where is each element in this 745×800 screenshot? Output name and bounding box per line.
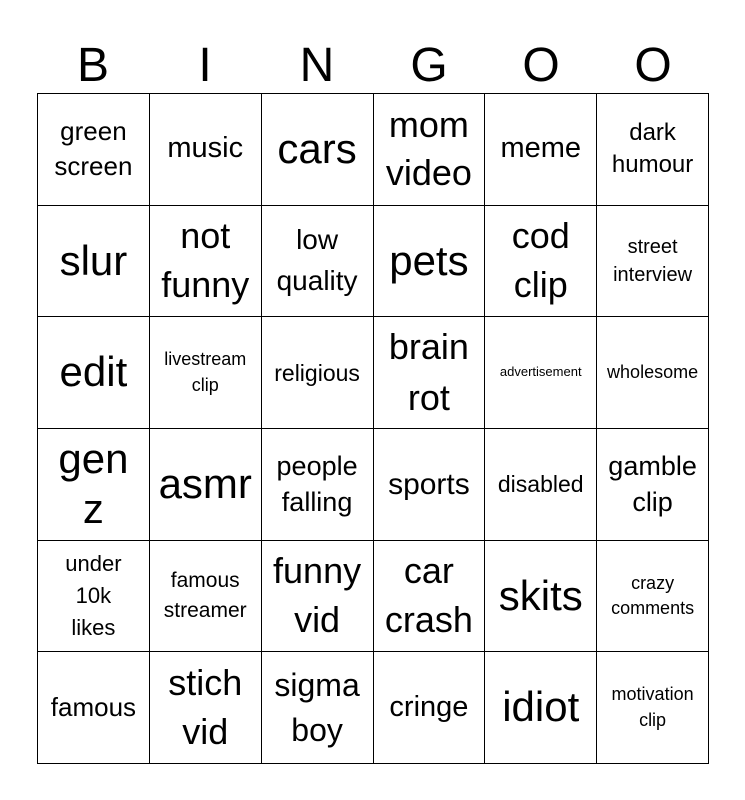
cell-label: sports [388, 467, 470, 501]
bingo-cell[interactable] [38, 652, 150, 764]
bingo-cell[interactable] [262, 206, 374, 318]
cell-label: gen z [58, 434, 129, 533]
cell-label: cod clip [511, 215, 570, 305]
cell-label: cars [277, 125, 357, 173]
cell-label: edit [59, 348, 128, 396]
cell-label: street interview [613, 235, 693, 286]
header-letter-o: O [522, 38, 560, 92]
cell-label: sigma boy [274, 666, 360, 748]
bingo-cell[interactable] [485, 317, 597, 429]
cell-label: famous [50, 692, 137, 723]
cell-label: people falling [276, 450, 358, 518]
bingo-cell[interactable] [150, 541, 262, 653]
header-letter-b: B [76, 38, 109, 92]
cell-label: motivation clip [611, 684, 694, 730]
bingo-cell[interactable] [597, 429, 709, 541]
cell-label: under 10k likes [65, 551, 122, 640]
header-letter-n: N [299, 38, 335, 92]
bingo-cell[interactable] [485, 541, 597, 653]
bingo-cell[interactable] [485, 206, 597, 318]
bingo-cell[interactable] [262, 94, 374, 206]
bingo-cell[interactable] [597, 541, 709, 653]
bingo-cell[interactable] [150, 429, 262, 541]
bingo-cell[interactable] [150, 317, 262, 429]
bingo-cell[interactable] [38, 429, 150, 541]
cell-label: wholesome [607, 362, 699, 383]
cell-label: gamble clip [608, 450, 697, 518]
bingo-cell[interactable] [485, 429, 597, 541]
bingo-cell[interactable] [485, 94, 597, 206]
cell-label: religious [274, 359, 360, 386]
bingo-cell[interactable] [150, 652, 262, 764]
cell-label: meme [500, 132, 582, 165]
header-letter-o-2: O [634, 38, 672, 92]
cell-label: mom video [385, 103, 472, 194]
cell-label: crazy comments [611, 572, 695, 618]
cell-label: cringe [389, 690, 469, 723]
cell-label: not funny [161, 215, 250, 305]
bingo-cell[interactable] [150, 94, 262, 206]
bingo-cell[interactable] [262, 317, 374, 429]
bingo-cell[interactable] [38, 206, 150, 318]
bingo-header [37, 36, 709, 93]
bingo-cell[interactable] [597, 206, 709, 318]
header-letter-i: I [198, 38, 212, 92]
bingo-cell[interactable] [374, 429, 486, 541]
cell-label: skits [498, 571, 583, 619]
cell-label: music [167, 132, 244, 165]
bingo-cell[interactable] [262, 652, 374, 764]
cell-label: funny vid [273, 550, 362, 640]
cell-label: disabled [497, 471, 584, 498]
cell-label: low quality [276, 224, 358, 296]
cell-label: livestream clip [164, 349, 247, 395]
cell-label: car crash [384, 550, 473, 640]
cell-label: asmr [158, 460, 252, 508]
bingo-cell[interactable] [597, 652, 709, 764]
bingo-cell[interactable] [38, 541, 150, 653]
cell-label: brain rot [388, 326, 469, 418]
cell-label: advertisement [499, 364, 582, 380]
bingo-cell[interactable] [374, 541, 486, 653]
bingo-cell[interactable] [374, 206, 486, 318]
cell-label: slur [59, 236, 128, 284]
cell-label: pets [389, 236, 469, 284]
bingo-cell[interactable] [597, 317, 709, 429]
bingo-cell[interactable] [374, 94, 486, 206]
cell-label: green screen [54, 116, 133, 182]
bingo-board [37, 93, 709, 764]
cell-label: dark humour [611, 118, 694, 179]
bingo-cell[interactable] [262, 541, 374, 653]
bingo-cell[interactable] [597, 94, 709, 206]
cell-label: stich vid [168, 662, 243, 752]
bingo-cell[interactable] [374, 652, 486, 764]
bingo-cell[interactable] [38, 317, 150, 429]
cell-label: famous streamer [163, 568, 247, 622]
bingo-cell[interactable] [150, 206, 262, 318]
cell-label: idiot [502, 683, 580, 731]
bingo-cell[interactable] [262, 429, 374, 541]
header-letter-g: G [410, 38, 448, 92]
bingo-cell[interactable] [485, 652, 597, 764]
bingo-cell[interactable] [374, 317, 486, 429]
bingo-cell[interactable] [38, 94, 150, 206]
